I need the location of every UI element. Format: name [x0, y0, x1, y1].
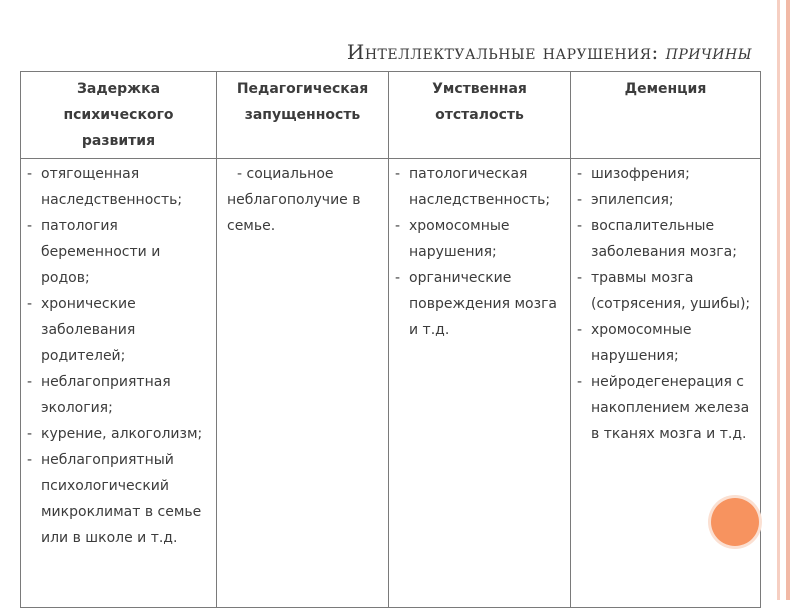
list-item: - хромосомные нарушения;: [577, 317, 754, 369]
title-italic: причины: [665, 40, 752, 64]
decorative-stripe-outer: [786, 0, 790, 600]
orange-circle-decoration: [711, 498, 759, 546]
list-item: - отягощенная наследственность;: [27, 161, 210, 213]
list-item: - неблагоприятный психологический микроклимат в семье или в школе и т.д.: [27, 447, 210, 551]
neglect-text: - социальное неблагополучие в семье.: [227, 166, 361, 234]
list-item: - нейродегенерация с накоплением железа в тканях мозга и т.д.: [577, 369, 754, 447]
list-delay: [27, 161, 210, 551]
header-retardation: Умственная отсталость: [389, 72, 571, 159]
decorative-stripe-inner: [777, 0, 780, 600]
causes-table: [20, 71, 761, 608]
header-dementia: Деменция: [571, 72, 761, 159]
slide-title: [347, 40, 752, 64]
list-item: - органические повреждения мозга и т.д.: [395, 265, 564, 343]
header-neglect: Педагогическая запущенность: [217, 72, 389, 159]
list-item: - патологическая наследственность;: [395, 161, 564, 213]
list-item: - неблагоприятная экология;: [27, 369, 210, 421]
list-item: - курение, алкоголизм;: [27, 421, 210, 447]
list-item: - патология беременности и родов;: [27, 213, 210, 291]
header-delay: Задержка психического развития: [21, 72, 217, 159]
cell-neglect: [217, 159, 389, 608]
list-item: - эпилепсия;: [577, 187, 754, 213]
list-item: - хронические заболевания родителей;: [27, 291, 210, 369]
list-retardation: [395, 161, 564, 343]
table-row: [21, 159, 761, 608]
list-item: - воспалительные заболевания мозга;: [577, 213, 754, 265]
list-item: - хромосомные нарушения;: [395, 213, 564, 265]
list-dementia: [577, 161, 754, 447]
cell-delay: [21, 159, 217, 608]
title-main: Интеллектуальные нарушения:: [346, 40, 666, 64]
list-item: - шизофрения;: [577, 161, 754, 187]
cell-retardation: [389, 159, 571, 608]
table-header-row: [21, 72, 761, 159]
list-item: - травмы мозга (сотрясения, ушибы);: [577, 265, 754, 317]
